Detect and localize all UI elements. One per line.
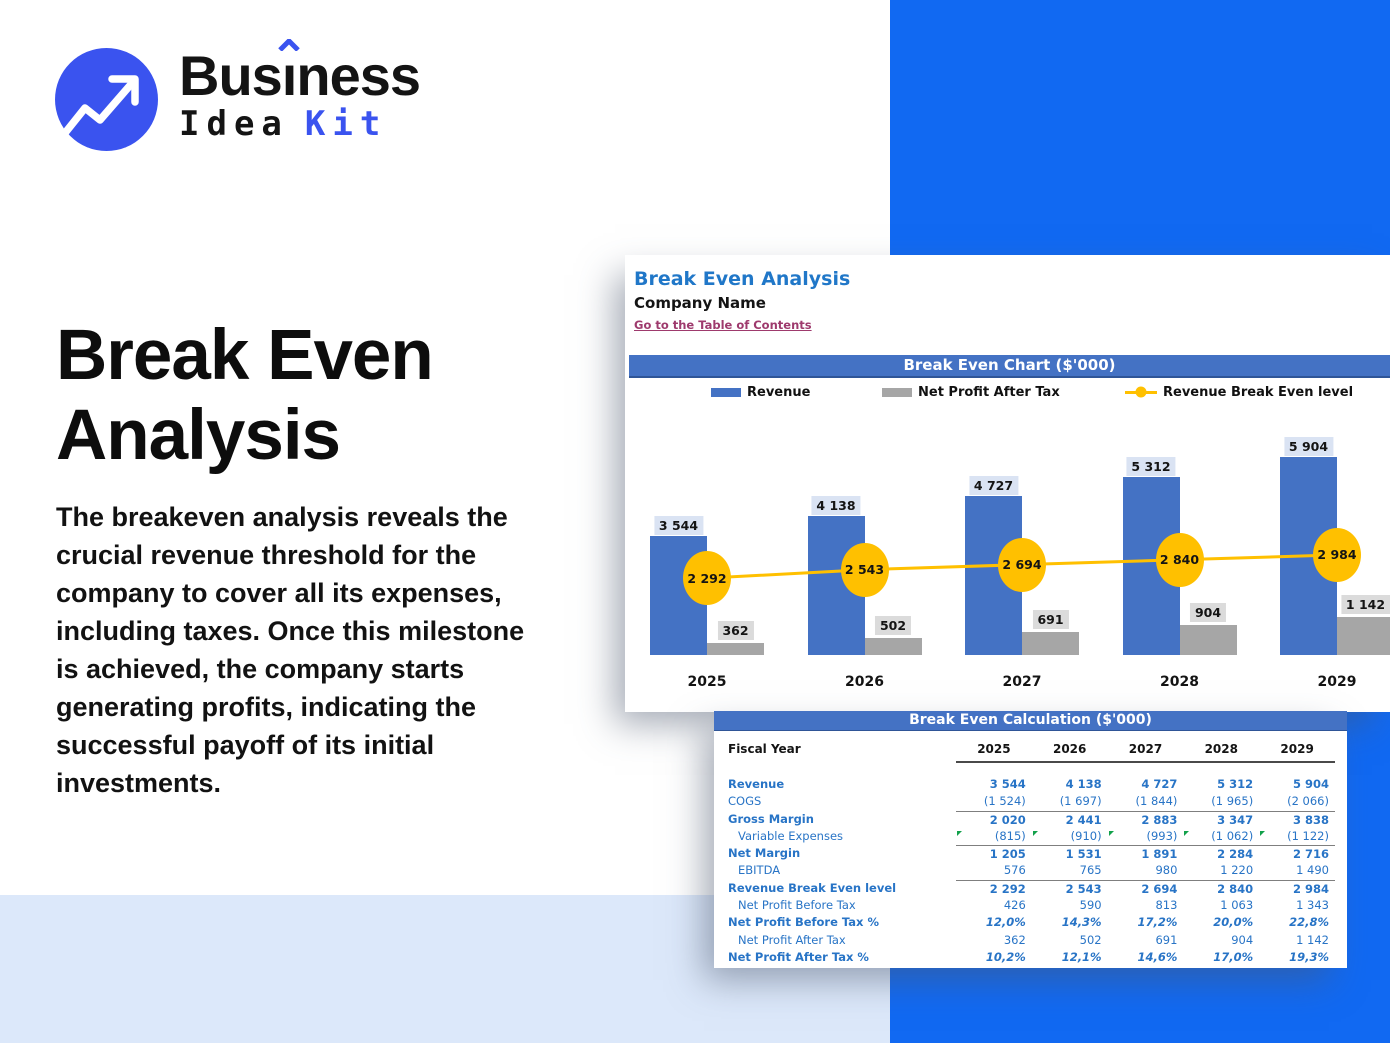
value-cell: 3 347: [1183, 811, 1259, 828]
value-cell: 691: [1155, 932, 1178, 947]
year-column-header: 2027: [1108, 740, 1184, 763]
value-cell: (1 062): [1183, 828, 1259, 845]
x-axis-label-2025: 2025: [687, 674, 727, 690]
net-profit-label-2028: 904: [1190, 603, 1226, 622]
row-label: Net Profit Before Tax %: [728, 915, 879, 930]
legend-label-net-profit: Net Profit After Tax: [918, 384, 1060, 400]
legend-label-break-even: Revenue Break Even level: [1163, 384, 1354, 400]
year-column-header: 2029: [1259, 740, 1335, 763]
value-cell: (815): [956, 828, 1032, 845]
year-column-header: 2028: [1183, 740, 1259, 763]
value-cell: 2 020: [956, 811, 1032, 828]
row-label: Revenue: [728, 777, 785, 791]
value-cell: 2 284: [1183, 845, 1259, 862]
row-label: Net Profit After Tax %: [728, 949, 869, 964]
x-axis-label-2028: 2028: [1160, 674, 1199, 690]
value-cell: 3 544: [989, 777, 1026, 791]
brand-word-idea: Idea: [179, 104, 289, 144]
value-cell: 1 531: [1032, 845, 1108, 862]
revenue-label-2025: 3 544: [654, 516, 703, 535]
value-cell: 10,2%: [985, 949, 1026, 964]
table-of-contents-link[interactable]: Go to the Table of Contents: [634, 318, 812, 332]
break-even-marker-2025: 2 292: [683, 551, 731, 605]
brand-name: [179, 44, 420, 107]
value-cell: 904: [1231, 932, 1254, 947]
row-label: Revenue Break Even level: [728, 880, 897, 895]
value-cell: (993): [1108, 828, 1184, 845]
value-cell: 1 490: [1296, 863, 1329, 878]
brand-name-part2: ness: [296, 44, 420, 107]
value-cell: 502: [1079, 932, 1102, 947]
value-cell: 5 312: [1217, 777, 1254, 791]
spreadsheet-calc-panel: [714, 711, 1347, 968]
break-even-marker-2027: 2 694: [998, 538, 1046, 592]
value-cell: 1 205: [956, 845, 1032, 862]
x-axis-label-2026: 2026: [845, 674, 884, 690]
sheet-company-name: Company Name: [634, 294, 766, 312]
net-profit-label-2025: 362: [717, 621, 753, 640]
value-cell: 2 984: [1259, 880, 1335, 897]
value-cell: (910): [1032, 828, 1108, 845]
value-cell: (1 844): [1135, 794, 1178, 809]
year-column-header: 2025: [956, 740, 1032, 763]
value-cell: 2 840: [1183, 880, 1259, 897]
brand-tagline: [179, 106, 420, 142]
value-cell: 2 716: [1259, 845, 1335, 862]
value-cell: (1 524): [983, 794, 1026, 809]
brand-word-kit: Kit: [304, 104, 388, 144]
row-label: COGS: [728, 794, 762, 809]
row-label: Net Profit After Tax: [738, 932, 846, 947]
value-cell: 576: [1003, 863, 1026, 878]
value-cell: (1 697): [1059, 794, 1102, 809]
break-even-marker-2029: 2 984: [1313, 528, 1361, 582]
revenue-label-2028: 5 312: [1126, 457, 1175, 476]
value-cell: 4 727: [1141, 777, 1178, 791]
value-cell: 1 220: [1220, 863, 1254, 878]
net-profit-label-2029: 1 142: [1341, 595, 1390, 614]
value-cell: 362: [1003, 932, 1026, 947]
value-cell: 20,0%: [1213, 915, 1254, 930]
value-cell: 2 694: [1108, 880, 1184, 897]
value-cell: 1 343: [1296, 898, 1329, 913]
value-cell: (2 066): [1287, 794, 1329, 809]
value-cell: 19,3%: [1289, 949, 1329, 964]
brand-name-part1: Bus: [179, 44, 282, 107]
value-cell: 765: [1079, 863, 1102, 878]
value-cell: 1 063: [1220, 898, 1254, 913]
value-cell: 2 543: [1032, 880, 1108, 897]
row-label: Net Margin: [728, 846, 801, 861]
value-cell: 3 838: [1259, 811, 1335, 828]
revenue-label-2026: 4 138: [811, 496, 860, 515]
row-label: Net Profit Before Tax: [738, 898, 856, 913]
value-cell: 980: [1155, 863, 1178, 878]
trend-arrow-logo-icon: [55, 48, 158, 151]
row-label: Variable Expenses: [738, 828, 844, 843]
value-cell: 813: [1155, 898, 1178, 913]
break-even-line: [625, 255, 1390, 712]
value-cell: 4 138: [1065, 777, 1102, 791]
revenue-label-2027: 4 727: [969, 476, 1018, 495]
brand-header: [55, 45, 475, 175]
net-profit-label-2026: 502: [875, 616, 911, 635]
page-title: Break Even Analysis: [56, 316, 433, 475]
value-cell: 426: [1003, 898, 1026, 913]
value-cell: 5 904: [1292, 777, 1329, 791]
value-cell: 2 292: [956, 880, 1032, 897]
sheet-title: Break Even Analysis: [634, 268, 851, 290]
value-cell: 12,0%: [985, 915, 1026, 930]
spacer: [728, 763, 1335, 776]
value-cell: 17,0%: [1213, 949, 1254, 964]
value-cell: 22,8%: [1289, 915, 1329, 930]
caret-icon: [278, 39, 300, 51]
value-cell: 1 142: [1296, 932, 1329, 947]
chart-title-bar: Break Even Chart ($'000): [629, 355, 1390, 378]
fiscal-year-header: Fiscal Year: [728, 742, 801, 756]
calc-table: [714, 731, 1347, 966]
brand-wordmark: [179, 44, 420, 144]
value-cell: 2 441: [1032, 811, 1108, 828]
revenue-label-2029: 5 904: [1284, 437, 1333, 456]
break-even-marker-2026: 2 543: [841, 543, 889, 597]
value-cell: 590: [1079, 898, 1102, 913]
x-axis-label-2027: 2027: [1002, 674, 1042, 690]
value-cell: 14,6%: [1137, 949, 1178, 964]
net-profit-label-2027: 691: [1032, 610, 1068, 629]
value-cell: (1 122): [1259, 828, 1335, 845]
value-cell: 14,3%: [1061, 915, 1102, 930]
value-cell: 12,1%: [1061, 949, 1102, 964]
legend-label-revenue: Revenue: [747, 384, 811, 400]
value-cell: (1 965): [1211, 794, 1254, 809]
x-axis-label-2029: 2029: [1317, 674, 1357, 690]
value-cell: 2 883: [1108, 811, 1184, 828]
calc-title-bar: Break Even Calculation ($'000): [714, 711, 1347, 731]
page-description: The breakeven analysis reveals the crucial revenue threshold for the company to cover all its expenses, including taxes. Once this milestone is achieved, the company starts generating profits, indicating the successful payoff of its initial investments.: [56, 502, 525, 798]
year-column-header: 2026: [1032, 740, 1108, 763]
chart-plot: [625, 255, 1390, 712]
brand-letter-i: ı: [282, 47, 297, 105]
row-label: Gross Margin: [728, 811, 814, 826]
value-cell: 17,2%: [1137, 915, 1178, 930]
value-cell: 1 891: [1108, 845, 1184, 862]
row-label: EBITDA: [738, 863, 781, 878]
break-even-marker-2028: 2 840: [1156, 533, 1204, 587]
spreadsheet-chart-panel: [625, 255, 1390, 712]
